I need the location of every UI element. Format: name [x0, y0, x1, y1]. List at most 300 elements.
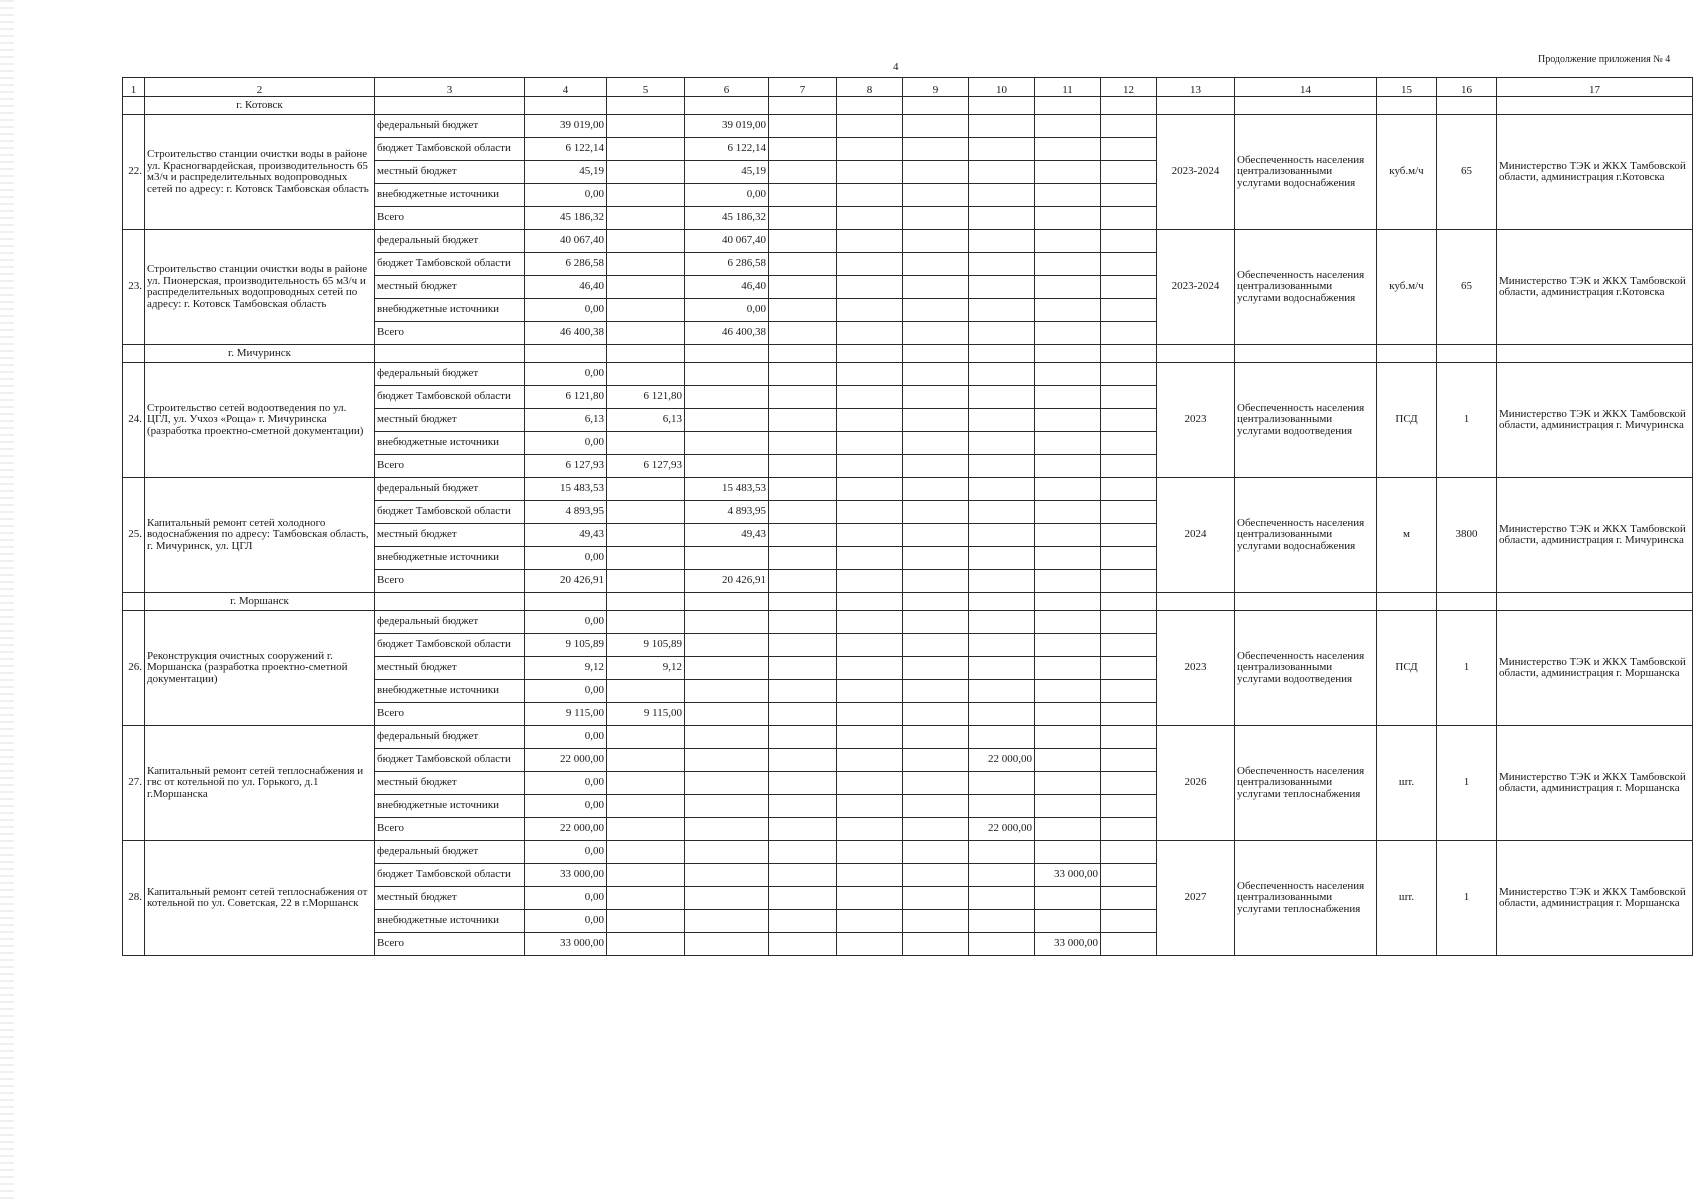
- result-indicator: Обеспеченность населения централизованными услугами теплоснабжения: [1235, 841, 1377, 956]
- indicator-value: 1: [1437, 363, 1497, 478]
- amount-cell: 9,12: [525, 657, 607, 680]
- amount-cell: 9 105,89: [607, 634, 685, 657]
- amount-cell: [969, 184, 1035, 207]
- amount-cell: [969, 363, 1035, 386]
- amount-cell: [769, 299, 837, 322]
- amount-cell: 15 483,53: [525, 478, 607, 501]
- amount-cell: [1101, 772, 1157, 795]
- implementation-period: 2023-2024: [1157, 115, 1235, 230]
- result-indicator: Обеспеченность населения централизованными услугами теплоснабжения: [1235, 726, 1377, 841]
- column-header: 6: [685, 78, 769, 97]
- amount-cell: [903, 657, 969, 680]
- amount-cell: [969, 887, 1035, 910]
- item-name: Строительство сетей водоотведения по ул. ЦГЛ, ул. Учхоз «Роща» г. Мичуринска (разработка проектно-сметной документации): [145, 363, 375, 478]
- amount-cell: [903, 611, 969, 634]
- amount-cell: [903, 161, 969, 184]
- funding-source: федеральный бюджет: [375, 841, 525, 864]
- amount-cell: [1101, 501, 1157, 524]
- amount-cell: [607, 322, 685, 345]
- amount-cell: [1035, 818, 1101, 841]
- amount-cell: 45,19: [685, 161, 769, 184]
- amount-cell: [837, 887, 903, 910]
- amount-cell: 0,00: [525, 432, 607, 455]
- amount-cell: [837, 322, 903, 345]
- amount-cell: 9,12: [607, 657, 685, 680]
- amount-cell: [769, 409, 837, 432]
- amount-cell: [969, 322, 1035, 345]
- amount-cell: [769, 933, 837, 956]
- amount-cell: [1035, 887, 1101, 910]
- amount-cell: 22 000,00: [525, 749, 607, 772]
- funding-row: [123, 363, 1693, 386]
- amount-cell: [1035, 501, 1101, 524]
- amount-cell: [1035, 386, 1101, 409]
- amount-cell: [903, 524, 969, 547]
- amount-cell: [969, 841, 1035, 864]
- amount-cell: [903, 795, 969, 818]
- column-header: 11: [1035, 78, 1101, 97]
- amount-cell: [685, 749, 769, 772]
- amount-cell: [769, 864, 837, 887]
- empty-cell: [1035, 593, 1101, 611]
- amount-cell: [685, 795, 769, 818]
- implementation-period: 2024: [1157, 478, 1235, 593]
- amount-cell: [837, 524, 903, 547]
- result-indicator: Обеспеченность населения централизованными услугами водоснабжения: [1235, 230, 1377, 345]
- amount-cell: [769, 184, 837, 207]
- amount-cell: [769, 322, 837, 345]
- empty-cell: [1377, 345, 1437, 363]
- amount-cell: 0,00: [525, 680, 607, 703]
- funding-source: внебюджетные источники: [375, 795, 525, 818]
- amount-cell: 4 893,95: [525, 501, 607, 524]
- amount-cell: [969, 230, 1035, 253]
- amount-cell: 20 426,91: [685, 570, 769, 593]
- amount-cell: [837, 455, 903, 478]
- empty-cell: [1101, 593, 1157, 611]
- amount-cell: [1101, 386, 1157, 409]
- amount-cell: [969, 138, 1035, 161]
- funding-source: местный бюджет: [375, 161, 525, 184]
- funding-source: местный бюджет: [375, 276, 525, 299]
- amount-cell: [769, 657, 837, 680]
- funding-source: внебюджетные источники: [375, 299, 525, 322]
- header-row: [123, 78, 1693, 97]
- amount-cell: [1035, 524, 1101, 547]
- amount-cell: [769, 253, 837, 276]
- column-header: 1: [123, 78, 145, 97]
- amount-cell: 46,40: [525, 276, 607, 299]
- empty-cell: [685, 345, 769, 363]
- empty-cell: [685, 593, 769, 611]
- amount-cell: 6,13: [525, 409, 607, 432]
- funding-source: бюджет Тамбовской области: [375, 864, 525, 887]
- amount-cell: [769, 363, 837, 386]
- amount-cell: [607, 570, 685, 593]
- unit-of-measure: куб.м/ч: [1377, 115, 1437, 230]
- empty-cell: [969, 593, 1035, 611]
- amount-cell: 33 000,00: [1035, 864, 1101, 887]
- funding-source: внебюджетные источники: [375, 680, 525, 703]
- amount-cell: [837, 276, 903, 299]
- city-index-cell: [123, 345, 145, 363]
- amount-cell: [1035, 363, 1101, 386]
- unit-of-measure: м: [1377, 478, 1437, 593]
- amount-cell: [903, 726, 969, 749]
- amount-cell: [1101, 933, 1157, 956]
- amount-cell: [1035, 570, 1101, 593]
- amount-cell: [903, 478, 969, 501]
- amount-cell: 0,00: [525, 547, 607, 570]
- funding-source: бюджет Тамбовской области: [375, 138, 525, 161]
- empty-cell: [969, 97, 1035, 115]
- amount-cell: 39 019,00: [525, 115, 607, 138]
- amount-cell: [837, 772, 903, 795]
- amount-cell: 6 122,14: [685, 138, 769, 161]
- amount-cell: [607, 795, 685, 818]
- amount-cell: [769, 386, 837, 409]
- amount-cell: 39 019,00: [685, 115, 769, 138]
- amount-cell: [607, 299, 685, 322]
- amount-cell: 0,00: [525, 887, 607, 910]
- empty-cell: [903, 97, 969, 115]
- empty-cell: [607, 593, 685, 611]
- responsible-executor: Министерство ТЭК и ЖКХ Тамбовской области, администрация г.Котовска: [1497, 115, 1693, 230]
- amount-cell: [969, 795, 1035, 818]
- funding-source: Всего: [375, 703, 525, 726]
- empty-cell: [607, 97, 685, 115]
- funding-source: внебюджетные источники: [375, 547, 525, 570]
- amount-cell: [1035, 432, 1101, 455]
- amount-cell: [903, 680, 969, 703]
- amount-cell: [1035, 547, 1101, 570]
- amount-cell: [837, 570, 903, 593]
- amount-cell: [769, 570, 837, 593]
- item-name: Реконструкция очистных сооружений г. Моршанска (разработка проектно-сметной документации): [145, 611, 375, 726]
- continuation-note: Продолжение приложения № 4: [1538, 54, 1671, 65]
- amount-cell: [1035, 276, 1101, 299]
- unit-of-measure: шт.: [1377, 726, 1437, 841]
- indicator-value: 1: [1437, 611, 1497, 726]
- amount-cell: 0,00: [525, 611, 607, 634]
- funding-source: местный бюджет: [375, 409, 525, 432]
- amount-cell: 49,43: [685, 524, 769, 547]
- amount-cell: [607, 501, 685, 524]
- amount-cell: [837, 726, 903, 749]
- empty-cell: [1437, 97, 1497, 115]
- amount-cell: [685, 772, 769, 795]
- amount-cell: [837, 547, 903, 570]
- column-header: 13: [1157, 78, 1235, 97]
- funding-source: внебюджетные источники: [375, 910, 525, 933]
- amount-cell: [1101, 680, 1157, 703]
- amount-cell: 46,40: [685, 276, 769, 299]
- scan-edge-artifact: [0, 0, 14, 1200]
- indicator-value: 3800: [1437, 478, 1497, 593]
- amount-cell: [837, 611, 903, 634]
- responsible-executor: Министерство ТЭК и ЖКХ Тамбовской области, администрация г.Котовска: [1497, 230, 1693, 345]
- funding-source: местный бюджет: [375, 887, 525, 910]
- unit-of-measure: ПСД: [1377, 363, 1437, 478]
- column-header: 7: [769, 78, 837, 97]
- amount-cell: [969, 611, 1035, 634]
- amount-cell: [903, 455, 969, 478]
- amount-cell: [837, 818, 903, 841]
- amount-cell: [837, 841, 903, 864]
- indicator-value: 65: [1437, 115, 1497, 230]
- amount-cell: [1101, 864, 1157, 887]
- amount-cell: [1101, 818, 1157, 841]
- city-index-cell: [123, 593, 145, 611]
- amount-cell: [1035, 138, 1101, 161]
- amount-cell: [1035, 230, 1101, 253]
- amount-cell: [769, 749, 837, 772]
- amount-cell: [769, 455, 837, 478]
- empty-cell: [769, 345, 837, 363]
- amount-cell: 9 115,00: [607, 703, 685, 726]
- amount-cell: [903, 322, 969, 345]
- empty-cell: [1157, 593, 1235, 611]
- amount-cell: [607, 887, 685, 910]
- amount-cell: [903, 432, 969, 455]
- amount-cell: 0,00: [525, 363, 607, 386]
- amount-cell: [685, 910, 769, 933]
- item-number: 23.: [123, 230, 145, 345]
- amount-cell: [769, 501, 837, 524]
- amount-cell: [837, 363, 903, 386]
- result-indicator: Обеспеченность населения централизованными услугами водоотведения: [1235, 363, 1377, 478]
- amount-cell: [607, 772, 685, 795]
- amount-cell: [1101, 409, 1157, 432]
- empty-cell: [1497, 97, 1693, 115]
- empty-cell: [1235, 345, 1377, 363]
- amount-cell: [837, 230, 903, 253]
- funding-source: местный бюджет: [375, 524, 525, 547]
- empty-cell: [1437, 593, 1497, 611]
- amount-cell: [1035, 910, 1101, 933]
- funding-source: местный бюджет: [375, 657, 525, 680]
- indicator-value: 65: [1437, 230, 1497, 345]
- amount-cell: [969, 299, 1035, 322]
- amount-cell: [1035, 409, 1101, 432]
- amount-cell: [1035, 703, 1101, 726]
- funding-source: внебюджетные источники: [375, 432, 525, 455]
- amount-cell: [837, 478, 903, 501]
- amount-cell: [685, 841, 769, 864]
- city-name: г. Моршанск: [145, 593, 375, 611]
- item-number: 26.: [123, 611, 145, 726]
- amount-cell: [1035, 115, 1101, 138]
- implementation-period: 2023-2024: [1157, 230, 1235, 345]
- item-number: 24.: [123, 363, 145, 478]
- amount-cell: 6,13: [607, 409, 685, 432]
- item-name: Строительство станции очистки воды в районе ул. Пионерская, производительность 65 м3/ч и распределительных водопроводных сетей по адресу: г. Котовск Тамбовская область: [145, 230, 375, 345]
- empty-cell: [1497, 593, 1693, 611]
- amount-cell: [607, 933, 685, 956]
- amount-cell: [607, 864, 685, 887]
- funding-source: бюджет Тамбовской области: [375, 749, 525, 772]
- column-header: 16: [1437, 78, 1497, 97]
- responsible-executor: Министерство ТЭК и ЖКХ Тамбовской области, администрация г. Мичуринска: [1497, 478, 1693, 593]
- funding-source: бюджет Тамбовской области: [375, 634, 525, 657]
- amount-cell: [607, 910, 685, 933]
- empty-cell: [1035, 345, 1101, 363]
- unit-of-measure: ПСД: [1377, 611, 1437, 726]
- amount-cell: 46 400,38: [525, 322, 607, 345]
- empty-cell: [837, 593, 903, 611]
- amount-cell: [1035, 322, 1101, 345]
- amount-cell: [1101, 322, 1157, 345]
- column-header: 2: [145, 78, 375, 97]
- responsible-executor: Министерство ТЭК и ЖКХ Тамбовской области, администрация г. Мичуринска: [1497, 363, 1693, 478]
- amount-cell: 0,00: [525, 841, 607, 864]
- amount-cell: [837, 386, 903, 409]
- empty-cell: [525, 97, 607, 115]
- funding-source: бюджет Тамбовской области: [375, 501, 525, 524]
- amount-cell: [769, 478, 837, 501]
- amount-cell: 0,00: [685, 299, 769, 322]
- amount-cell: [769, 634, 837, 657]
- amount-cell: [837, 501, 903, 524]
- amount-cell: [837, 910, 903, 933]
- item-number: 22.: [123, 115, 145, 230]
- amount-cell: [769, 161, 837, 184]
- column-header: 3: [375, 78, 525, 97]
- implementation-period: 2026: [1157, 726, 1235, 841]
- amount-cell: [1035, 207, 1101, 230]
- empty-cell: [1235, 97, 1377, 115]
- amount-cell: [903, 547, 969, 570]
- item-name: Капитальный ремонт сетей теплоснабжения и гвс от котельной по ул. Горького, д.1 г.Моршанска: [145, 726, 375, 841]
- amount-cell: [903, 363, 969, 386]
- city-name: г. Котовск: [145, 97, 375, 115]
- unit-of-measure: куб.м/ч: [1377, 230, 1437, 345]
- amount-cell: [969, 772, 1035, 795]
- amount-cell: [969, 501, 1035, 524]
- funding-source: Всего: [375, 207, 525, 230]
- amount-cell: 45 186,32: [525, 207, 607, 230]
- amount-cell: [769, 818, 837, 841]
- funding-row: [123, 611, 1693, 634]
- amount-cell: [1101, 276, 1157, 299]
- amount-cell: [685, 432, 769, 455]
- item-name: Строительство станции очистки воды в районе ул. Красногвардейская, производительность 65 м3/ч и распределительных водопроводных сетей по адресу: г. Котовск Тамбовская область: [145, 115, 375, 230]
- amount-cell: 33 000,00: [525, 864, 607, 887]
- amount-cell: [685, 703, 769, 726]
- amount-cell: [903, 864, 969, 887]
- amount-cell: [1101, 634, 1157, 657]
- amount-cell: [607, 184, 685, 207]
- amount-cell: [769, 910, 837, 933]
- amount-cell: 6 286,58: [525, 253, 607, 276]
- amount-cell: [1101, 703, 1157, 726]
- empty-cell: [903, 593, 969, 611]
- column-header: 17: [1497, 78, 1693, 97]
- column-header: 10: [969, 78, 1035, 97]
- amount-cell: [903, 501, 969, 524]
- amount-cell: [1035, 161, 1101, 184]
- amount-cell: [607, 726, 685, 749]
- amount-cell: [837, 933, 903, 956]
- funding-source: федеральный бюджет: [375, 230, 525, 253]
- funding-source: федеральный бюджет: [375, 611, 525, 634]
- amount-cell: 9 105,89: [525, 634, 607, 657]
- amount-cell: [1035, 657, 1101, 680]
- funding-source: федеральный бюджет: [375, 478, 525, 501]
- city-row: [123, 345, 1693, 363]
- amount-cell: [685, 818, 769, 841]
- amount-cell: [969, 657, 1035, 680]
- funding-row: [123, 726, 1693, 749]
- amount-cell: [1101, 657, 1157, 680]
- column-header: 4: [525, 78, 607, 97]
- amount-cell: [1101, 749, 1157, 772]
- amount-cell: [837, 138, 903, 161]
- funding-source: внебюджетные источники: [375, 184, 525, 207]
- empty-cell: [1437, 345, 1497, 363]
- amount-cell: [969, 726, 1035, 749]
- amount-cell: [607, 478, 685, 501]
- amount-cell: [903, 386, 969, 409]
- amount-cell: [769, 795, 837, 818]
- amount-cell: [1101, 161, 1157, 184]
- amount-cell: [969, 864, 1035, 887]
- amount-cell: [607, 207, 685, 230]
- responsible-executor: Министерство ТЭК и ЖКХ Тамбовской области, администрация г. Моршанска: [1497, 611, 1693, 726]
- result-indicator: Обеспеченность населения централизованными услугами водоснабжения: [1235, 115, 1377, 230]
- amount-cell: [1101, 253, 1157, 276]
- amount-cell: [903, 910, 969, 933]
- amount-cell: [1101, 432, 1157, 455]
- amount-cell: [1035, 634, 1101, 657]
- city-index-cell: [123, 97, 145, 115]
- amount-cell: [607, 138, 685, 161]
- amount-cell: 33 000,00: [1035, 933, 1101, 956]
- amount-cell: 4 893,95: [685, 501, 769, 524]
- amount-cell: 45,19: [525, 161, 607, 184]
- amount-cell: [1035, 184, 1101, 207]
- amount-cell: [607, 547, 685, 570]
- column-header: 14: [1235, 78, 1377, 97]
- implementation-period: 2027: [1157, 841, 1235, 956]
- amount-cell: [685, 455, 769, 478]
- amount-cell: 22 000,00: [969, 749, 1035, 772]
- funding-source: Всего: [375, 818, 525, 841]
- amount-cell: [903, 818, 969, 841]
- amount-cell: 0,00: [525, 726, 607, 749]
- amount-cell: [607, 749, 685, 772]
- amount-cell: [769, 432, 837, 455]
- empty-cell: [903, 345, 969, 363]
- amount-cell: [769, 841, 837, 864]
- amount-cell: [1035, 841, 1101, 864]
- amount-cell: [1101, 478, 1157, 501]
- amount-cell: 0,00: [525, 184, 607, 207]
- amount-cell: [769, 680, 837, 703]
- column-header: 5: [607, 78, 685, 97]
- empty-cell: [375, 345, 525, 363]
- amount-cell: [1035, 611, 1101, 634]
- amount-cell: [837, 795, 903, 818]
- amount-cell: 6 127,93: [525, 455, 607, 478]
- amount-cell: [607, 253, 685, 276]
- empty-cell: [525, 593, 607, 611]
- amount-cell: [969, 703, 1035, 726]
- amount-cell: [837, 864, 903, 887]
- funding-source: бюджет Тамбовской области: [375, 253, 525, 276]
- amount-cell: [837, 207, 903, 230]
- column-header: 9: [903, 78, 969, 97]
